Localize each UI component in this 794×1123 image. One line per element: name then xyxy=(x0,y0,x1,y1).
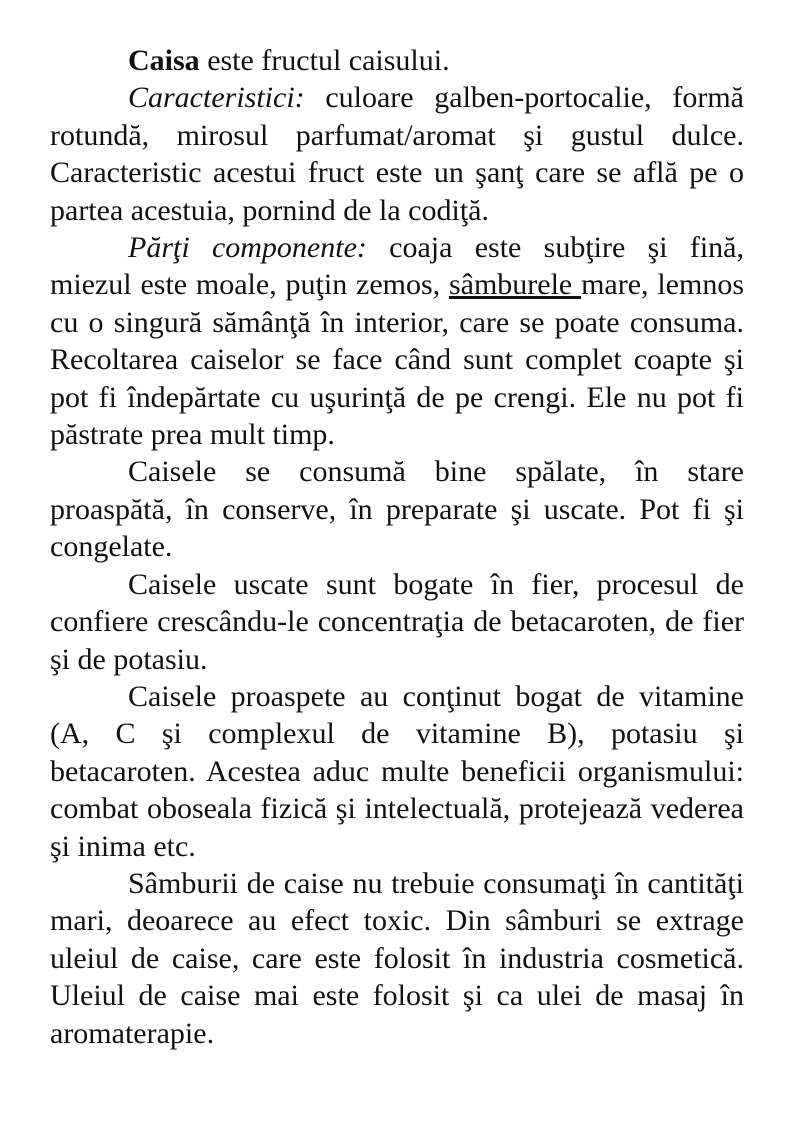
text-run-regular: culoare galben-portocalie, formă rotundă, mirosul parfumat/aromat şi gustul dulce. Caracteristic acestui fruct este un şanţ care se află pe o partea acestuia, pornind de la codiţă. xyxy=(50,81,744,227)
paragraph xyxy=(50,42,744,79)
text-run-regular: mare, lemnos cu o singură sămânţă în interior, care se poate consuma. Recoltarea caiselor se face când sunt complet coapte şi pot fi îndepărtate cu uşurinţă de pe crengi. Ele nu pot fi păstrate prea mult timp. xyxy=(50,268,745,452)
paragraph xyxy=(50,79,744,229)
text-run-regular: Caisele proaspete au conţinut bogat de vitamine (A, C şi complexul de vitamine B), potasiu şi betacaroten. Acestea aduc multe beneficii organismului: combat oboseala fizică şi intelectuală, protejează vederea şi inima etc. xyxy=(50,679,744,863)
text-run-bold: Caisa xyxy=(128,44,200,77)
paragraph xyxy=(50,865,744,1052)
paragraph xyxy=(50,566,744,678)
text-run-regular: Caisele se consumă bine spălate, în stare proaspătă, în conserve, în preparate şi uscate. Pot fi şi congelate. xyxy=(50,455,744,564)
text-run-italic: Părţi componente: xyxy=(128,231,367,265)
text-run-regular: coaja este subţire şi fină, miezul este moale, puţin zemos, xyxy=(50,231,744,302)
text-run-regular: Sâmburii de caise nu trebuie consumaţi în cantităţi mari, deoarece au efect toxic. Din sâmburi se extrage uleiul de caise, care este folosit în industria cosmetică. Uleiul de caise mai este folosit şi ca ulei de masaj în aromaterapie. xyxy=(50,866,744,1050)
paragraph xyxy=(50,453,744,565)
text-run-regular: este fructul caisului. xyxy=(199,44,450,77)
paragraph xyxy=(50,229,744,453)
text-run-italic: Caracteristici: xyxy=(128,81,305,115)
text-run-regular: Caisele uscate sunt bogate în fier, procesul de confiere crescându-le concentraţia de betacaroten, de fier şi de potasiu. xyxy=(50,567,744,676)
text-block xyxy=(50,42,744,1052)
text-run-underline: sâmburele xyxy=(448,268,582,302)
paragraph xyxy=(50,678,744,865)
